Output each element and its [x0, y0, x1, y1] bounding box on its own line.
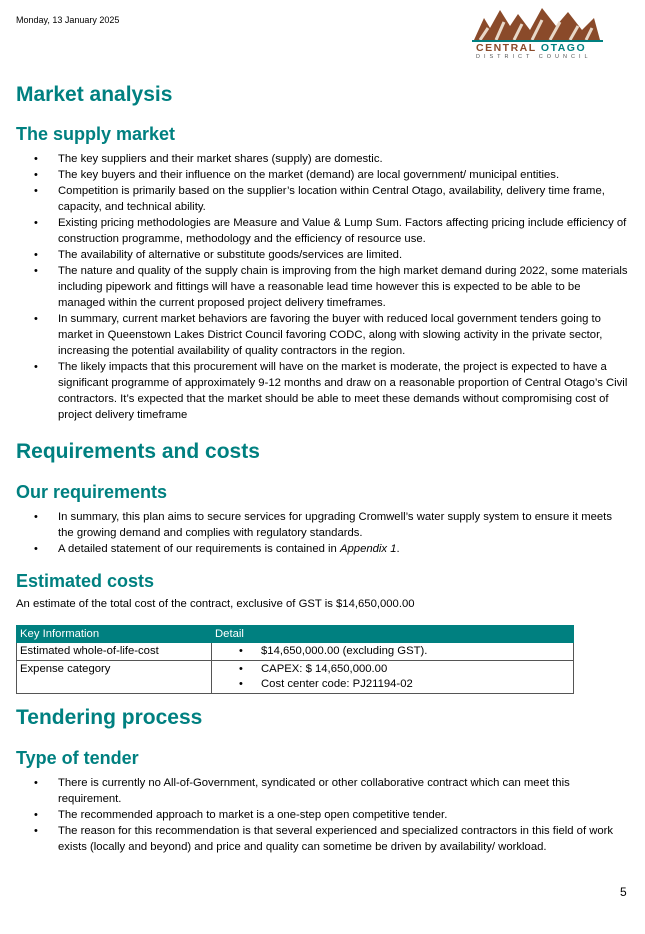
- table-row: [17, 643, 574, 661]
- type-of-tender-heading: Type of tender: [16, 748, 139, 768]
- appendix-text: A detailed statement of our requirements is contained in: [58, 543, 340, 555]
- list-item: • There is currently no All-of-Government, syndicated or other collaborative contract which can meet this requirement.: [16, 775, 628, 807]
- column-header-detail: Detail: [212, 626, 574, 643]
- table-row: [17, 661, 574, 694]
- costs-statement: An estimate of the total cost of the contract, exclusive of GST is $14,650,000.00: [16, 598, 415, 610]
- key-information-table: [16, 625, 574, 694]
- list-item: • Existing pricing methodologies are Measure and Value & Lump Sum. Factors affecting pricing include efficiency of construction programme, methodology and the efficiency of resource use.: [16, 215, 628, 247]
- council-logo: [470, 4, 605, 62]
- list-item: • In summary, this plan aims to secure services for upgrading Cromwell’s water supply system to ensure it meets the growing demand and complies with regulatory standards.: [16, 509, 628, 541]
- logo-district-council: DISTRICT COUNCIL: [476, 54, 592, 60]
- list-item: • The recommended approach to market is a one-step open competitive tender.: [16, 807, 628, 823]
- requirements-costs-heading: Requirements and costs: [16, 440, 260, 463]
- list-item: [16, 541, 628, 557]
- supply-market-list: [16, 151, 628, 423]
- list-item: • Competition is primarily based on the supplier’s location within Central Otago, availability, delivery time frame, capacity, and technical ability.: [16, 183, 628, 215]
- appendix-period: .: [396, 543, 400, 555]
- estimated-costs-heading: Estimated costs: [16, 571, 155, 591]
- list-item: • The key suppliers and their market shares (supply) are domestic.: [16, 151, 628, 167]
- list-item: • $14,650,000.00 (excluding GST).: [215, 644, 570, 659]
- row-label: Expense category: [17, 661, 212, 694]
- list-item: • The nature and quality of the supply chain is improving from the high market demand during 2022, some materials including pipework and fittings will have a reasonable lead time however this is expected to be able to be managed within the current proposed project delivery timeframes.: [16, 263, 628, 311]
- requirements-list: [16, 509, 628, 557]
- our-requirements-heading: Our requirements: [16, 482, 168, 502]
- list-item: • The reason for this recommendation is that several experienced and specialized contractors in this field of work exists (locally and beyond) and price and quality can sometime be driven by availability/ workload.: [16, 823, 628, 855]
- list-item: • CAPEX: $ 14,650,000.00: [215, 662, 570, 677]
- list-item: • The availability of alternative or substitute goods/services are limited.: [16, 247, 628, 263]
- row-label: Estimated whole-of-life-cost: [17, 643, 212, 661]
- page-number: 5: [620, 885, 627, 899]
- tendering-process-heading: Tendering process: [16, 706, 203, 729]
- logo-otago: OTAGO: [540, 42, 587, 54]
- row-detail: [212, 643, 574, 661]
- column-header-key-information: Key Information: [17, 626, 212, 643]
- table-header-row: [17, 626, 574, 643]
- list-item: • In summary, current market behaviors are favoring the buyer with reduced local government tenders going to market in Queenstown Lakes District Council favoring CODC, along with slowing activity in the private sector, increasing the potential availability of quality contractors in the region.: [16, 311, 628, 359]
- row-detail: [212, 661, 574, 694]
- header-date: Monday, 13 January 2025: [16, 15, 120, 25]
- appendix-reference: Appendix 1: [339, 543, 397, 555]
- list-item: • The likely impacts that this procurement will have on the market is moderate, the project is expected to have a significant programme of approximately 9-12 months and draw on a reasonable proportion of Central Otago’s Civil contractors. It’s expected that the market should be able to meet these demands without compromising cost of project delivery timeframe: [16, 359, 628, 423]
- list-item: • Cost center code: PJ21194-02: [215, 677, 570, 692]
- page-content: [16, 82, 628, 855]
- list-item: • The key buyers and their influence on the market (demand) are local government/ municipal entities.: [16, 167, 628, 183]
- tender-list: [16, 775, 628, 855]
- supply-market-heading: The supply market: [16, 124, 176, 144]
- logo-central: CENTRAL: [476, 42, 537, 54]
- market-analysis-heading: Market analysis: [16, 83, 173, 106]
